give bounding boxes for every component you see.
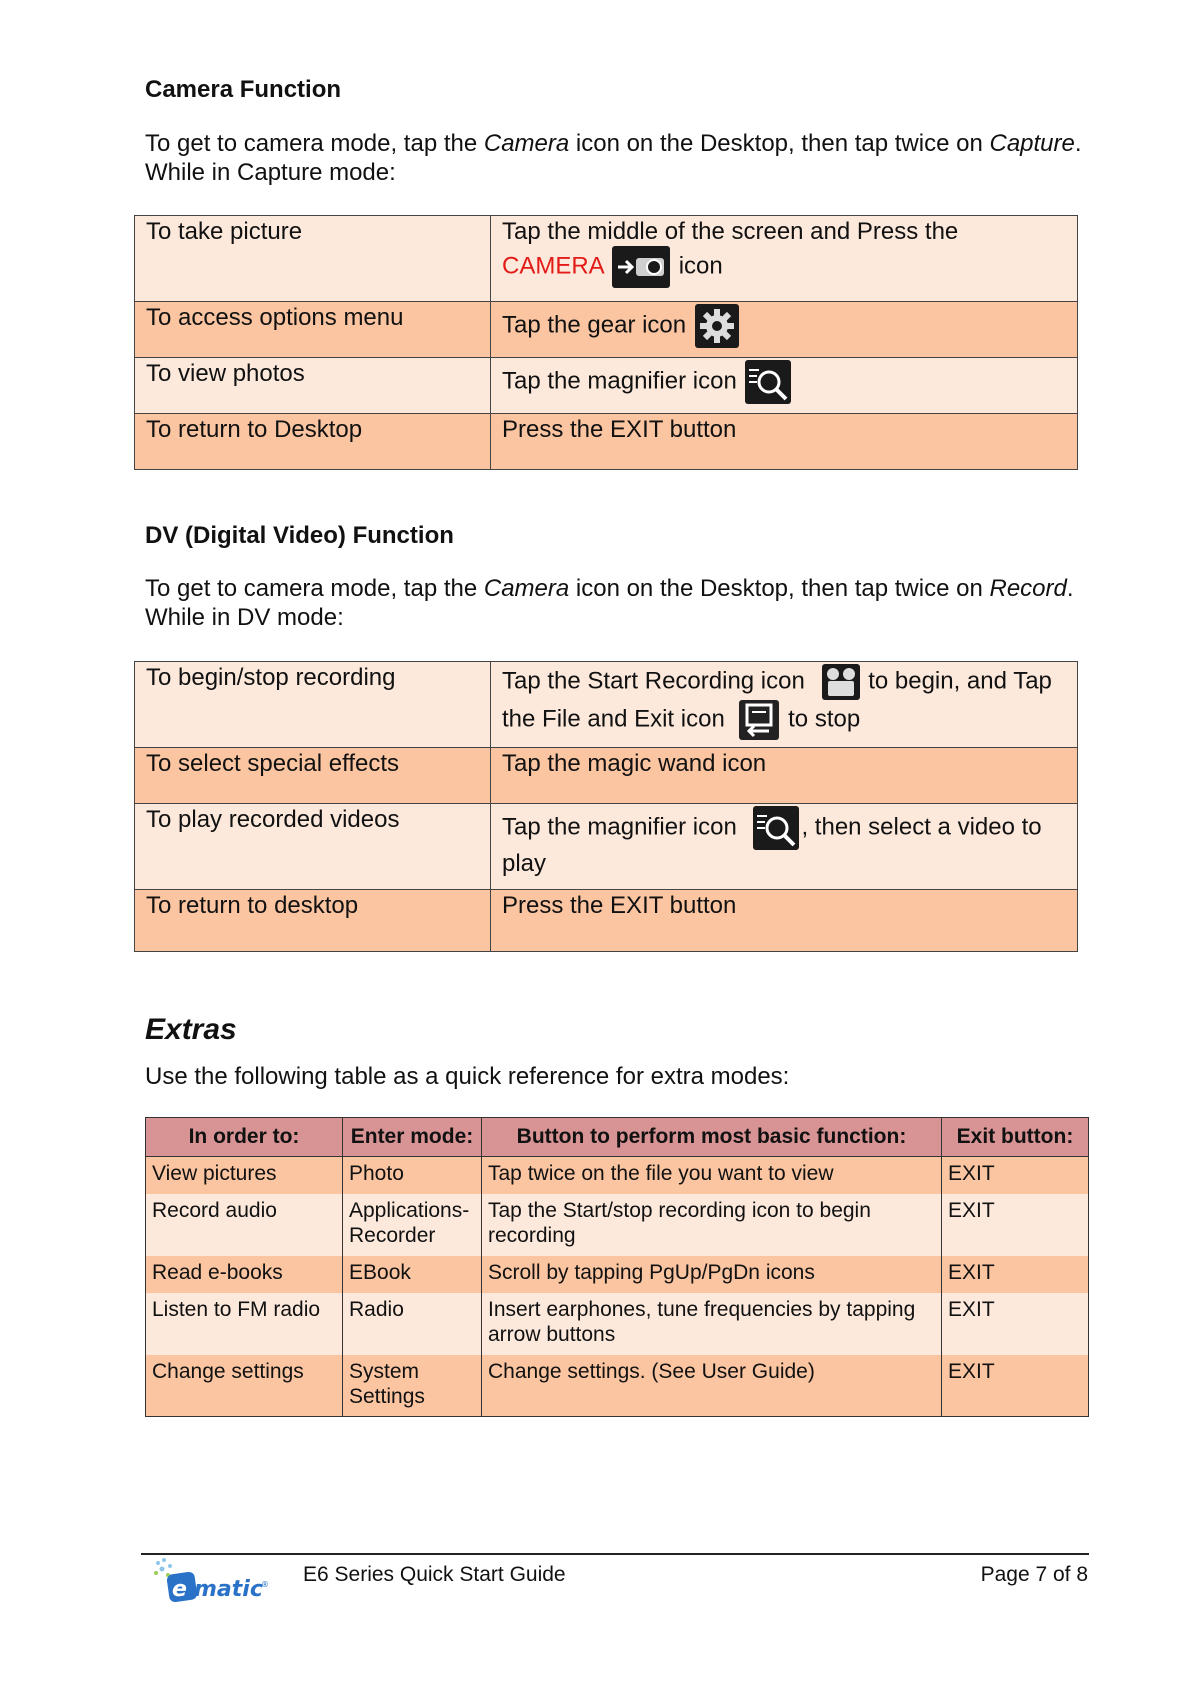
- instruction-text: Tap the magnifier icon: [502, 367, 737, 395]
- svg-text:e: e: [172, 1577, 187, 1602]
- dv-intro-text: icon on the Desktop, then tap twice on: [569, 575, 990, 602]
- instruction-text: , then select a video to: [801, 813, 1042, 841]
- exit-cell: EXIT: [942, 1157, 1089, 1194]
- table-header-row: [146, 1118, 1089, 1157]
- camera-intro-line2: While in Capture mode:: [145, 159, 396, 186]
- task-cell: Listen to FM radio: [146, 1293, 343, 1355]
- table-row: [135, 358, 1078, 414]
- task-cell: Change settings: [146, 1355, 343, 1417]
- dv-intro-emphasis-camera: Camera: [483, 575, 570, 602]
- table-row: [135, 216, 1078, 302]
- dv-intro-emphasis-record: Record: [989, 575, 1067, 602]
- action-cell: To view photos: [135, 358, 491, 414]
- dv-intro-line2: While in DV mode:: [145, 604, 344, 631]
- record-icon: [822, 664, 860, 700]
- mode-cell: Photo: [343, 1157, 482, 1194]
- exit-cell: EXIT: [942, 1293, 1089, 1355]
- table-row: [135, 662, 1078, 748]
- camera-intro-emphasis-capture: Capture: [989, 130, 1075, 157]
- dv-intro-text: To get to camera mode, tap the: [145, 575, 484, 602]
- task-cell: View pictures: [146, 1157, 343, 1194]
- ematic-logo: [150, 1555, 295, 1615]
- instruction-cell: Press the EXIT button: [491, 414, 1078, 470]
- function-cell: Scroll by tapping PgUp/PgDn icons: [482, 1256, 942, 1293]
- table-row: [135, 414, 1078, 470]
- instruction-cell: [491, 302, 1078, 358]
- svg-text:®: ®: [261, 1580, 269, 1589]
- camera-intro-text: icon on the Desktop, then tap twice on: [569, 130, 990, 157]
- action-cell: To take picture: [135, 216, 491, 302]
- instruction-text: Tap the middle of the screen and Press the: [502, 218, 959, 245]
- gear-icon: [695, 304, 739, 348]
- instruction-text: play: [502, 850, 547, 877]
- magnifier-icon: [745, 360, 791, 404]
- column-header: In order to:: [146, 1118, 343, 1157]
- instruction-text: icon: [678, 252, 723, 280]
- column-header: Enter mode:: [343, 1118, 482, 1157]
- instruction-cell: [491, 662, 1078, 748]
- task-cell: Record audio: [146, 1194, 343, 1256]
- action-cell: To play recorded videos: [135, 804, 491, 890]
- table-row: [135, 748, 1078, 804]
- table-row: [146, 1256, 1089, 1293]
- dv-table: [134, 661, 1078, 952]
- instruction-text: the File and Exit icon: [502, 705, 725, 733]
- dv-heading: DV (Digital Video) Function: [145, 522, 454, 549]
- task-cell: Read e-books: [146, 1256, 343, 1293]
- instruction-text: Tap the magnifier icon: [502, 813, 737, 841]
- extras-heading: Extras: [145, 1013, 237, 1046]
- column-header: Exit button:: [942, 1118, 1089, 1157]
- extras-intro: Use the following table as a quick reference for extra modes:: [145, 1063, 790, 1090]
- camera-heading: Camera Function: [145, 76, 342, 103]
- instruction-text: Tap the Start Recording icon: [502, 667, 805, 695]
- camera-intro-text: To get to camera mode, tap the: [145, 130, 484, 157]
- action-cell: To return to desktop: [135, 890, 491, 952]
- function-cell: Tap the Start/stop recording icon to begin recording: [482, 1194, 942, 1256]
- instruction-cell: [491, 358, 1078, 414]
- instruction-cell: [491, 216, 1078, 302]
- exit-cell: EXIT: [942, 1256, 1089, 1293]
- file-exit-icon: [739, 700, 779, 740]
- magnifier-icon: [753, 806, 799, 850]
- function-cell: Change settings. (See User Guide): [482, 1355, 942, 1417]
- instruction-text: to begin, and Tap: [868, 667, 1052, 695]
- action-cell: To return to Desktop: [135, 414, 491, 470]
- table-row: [135, 890, 1078, 952]
- instruction-cell: [491, 804, 1078, 890]
- function-cell: Tap twice on the file you want to view: [482, 1157, 942, 1194]
- svg-text:matic: matic: [194, 1577, 263, 1602]
- instruction-cell: Tap the magic wand icon: [491, 748, 1078, 804]
- instruction-text: Tap the gear icon: [502, 311, 687, 339]
- mode-cell: System Settings: [343, 1355, 482, 1417]
- camera-label-red: CAMERA: [502, 252, 604, 280]
- mode-cell: Applications-Recorder: [343, 1194, 482, 1256]
- function-cell: Insert earphones, tune frequencies by tapping arrow buttons: [482, 1293, 942, 1355]
- camera-capture-icon: [612, 246, 670, 288]
- table-row: [146, 1194, 1089, 1256]
- camera-intro-text: .: [1074, 130, 1082, 157]
- exit-cell: EXIT: [942, 1355, 1089, 1417]
- page-number: Page 7 of 8: [980, 1563, 1088, 1586]
- footer-title: E6 Series Quick Start Guide: [303, 1563, 566, 1586]
- table-row: [135, 804, 1078, 890]
- extras-table: [145, 1117, 1089, 1417]
- table-row: [146, 1355, 1089, 1417]
- dv-intro: [145, 574, 1074, 632]
- exit-cell: EXIT: [942, 1194, 1089, 1256]
- camera-intro-emphasis-camera: Camera: [483, 130, 570, 157]
- mode-cell: EBook: [343, 1256, 482, 1293]
- dv-intro-text: .: [1066, 575, 1074, 602]
- camera-intro: [145, 129, 1082, 187]
- table-row: [135, 302, 1078, 358]
- action-cell: To begin/stop recording: [135, 662, 491, 748]
- table-row: [146, 1157, 1089, 1194]
- instruction-cell: Press the EXIT button: [491, 890, 1078, 952]
- action-cell: To select special effects: [135, 748, 491, 804]
- column-header: Button to perform most basic function:: [482, 1118, 942, 1157]
- mode-cell: Radio: [343, 1293, 482, 1355]
- action-cell: To access options menu: [135, 302, 491, 358]
- table-row: [146, 1293, 1089, 1355]
- camera-table: [134, 215, 1078, 470]
- instruction-text: to stop: [788, 705, 861, 733]
